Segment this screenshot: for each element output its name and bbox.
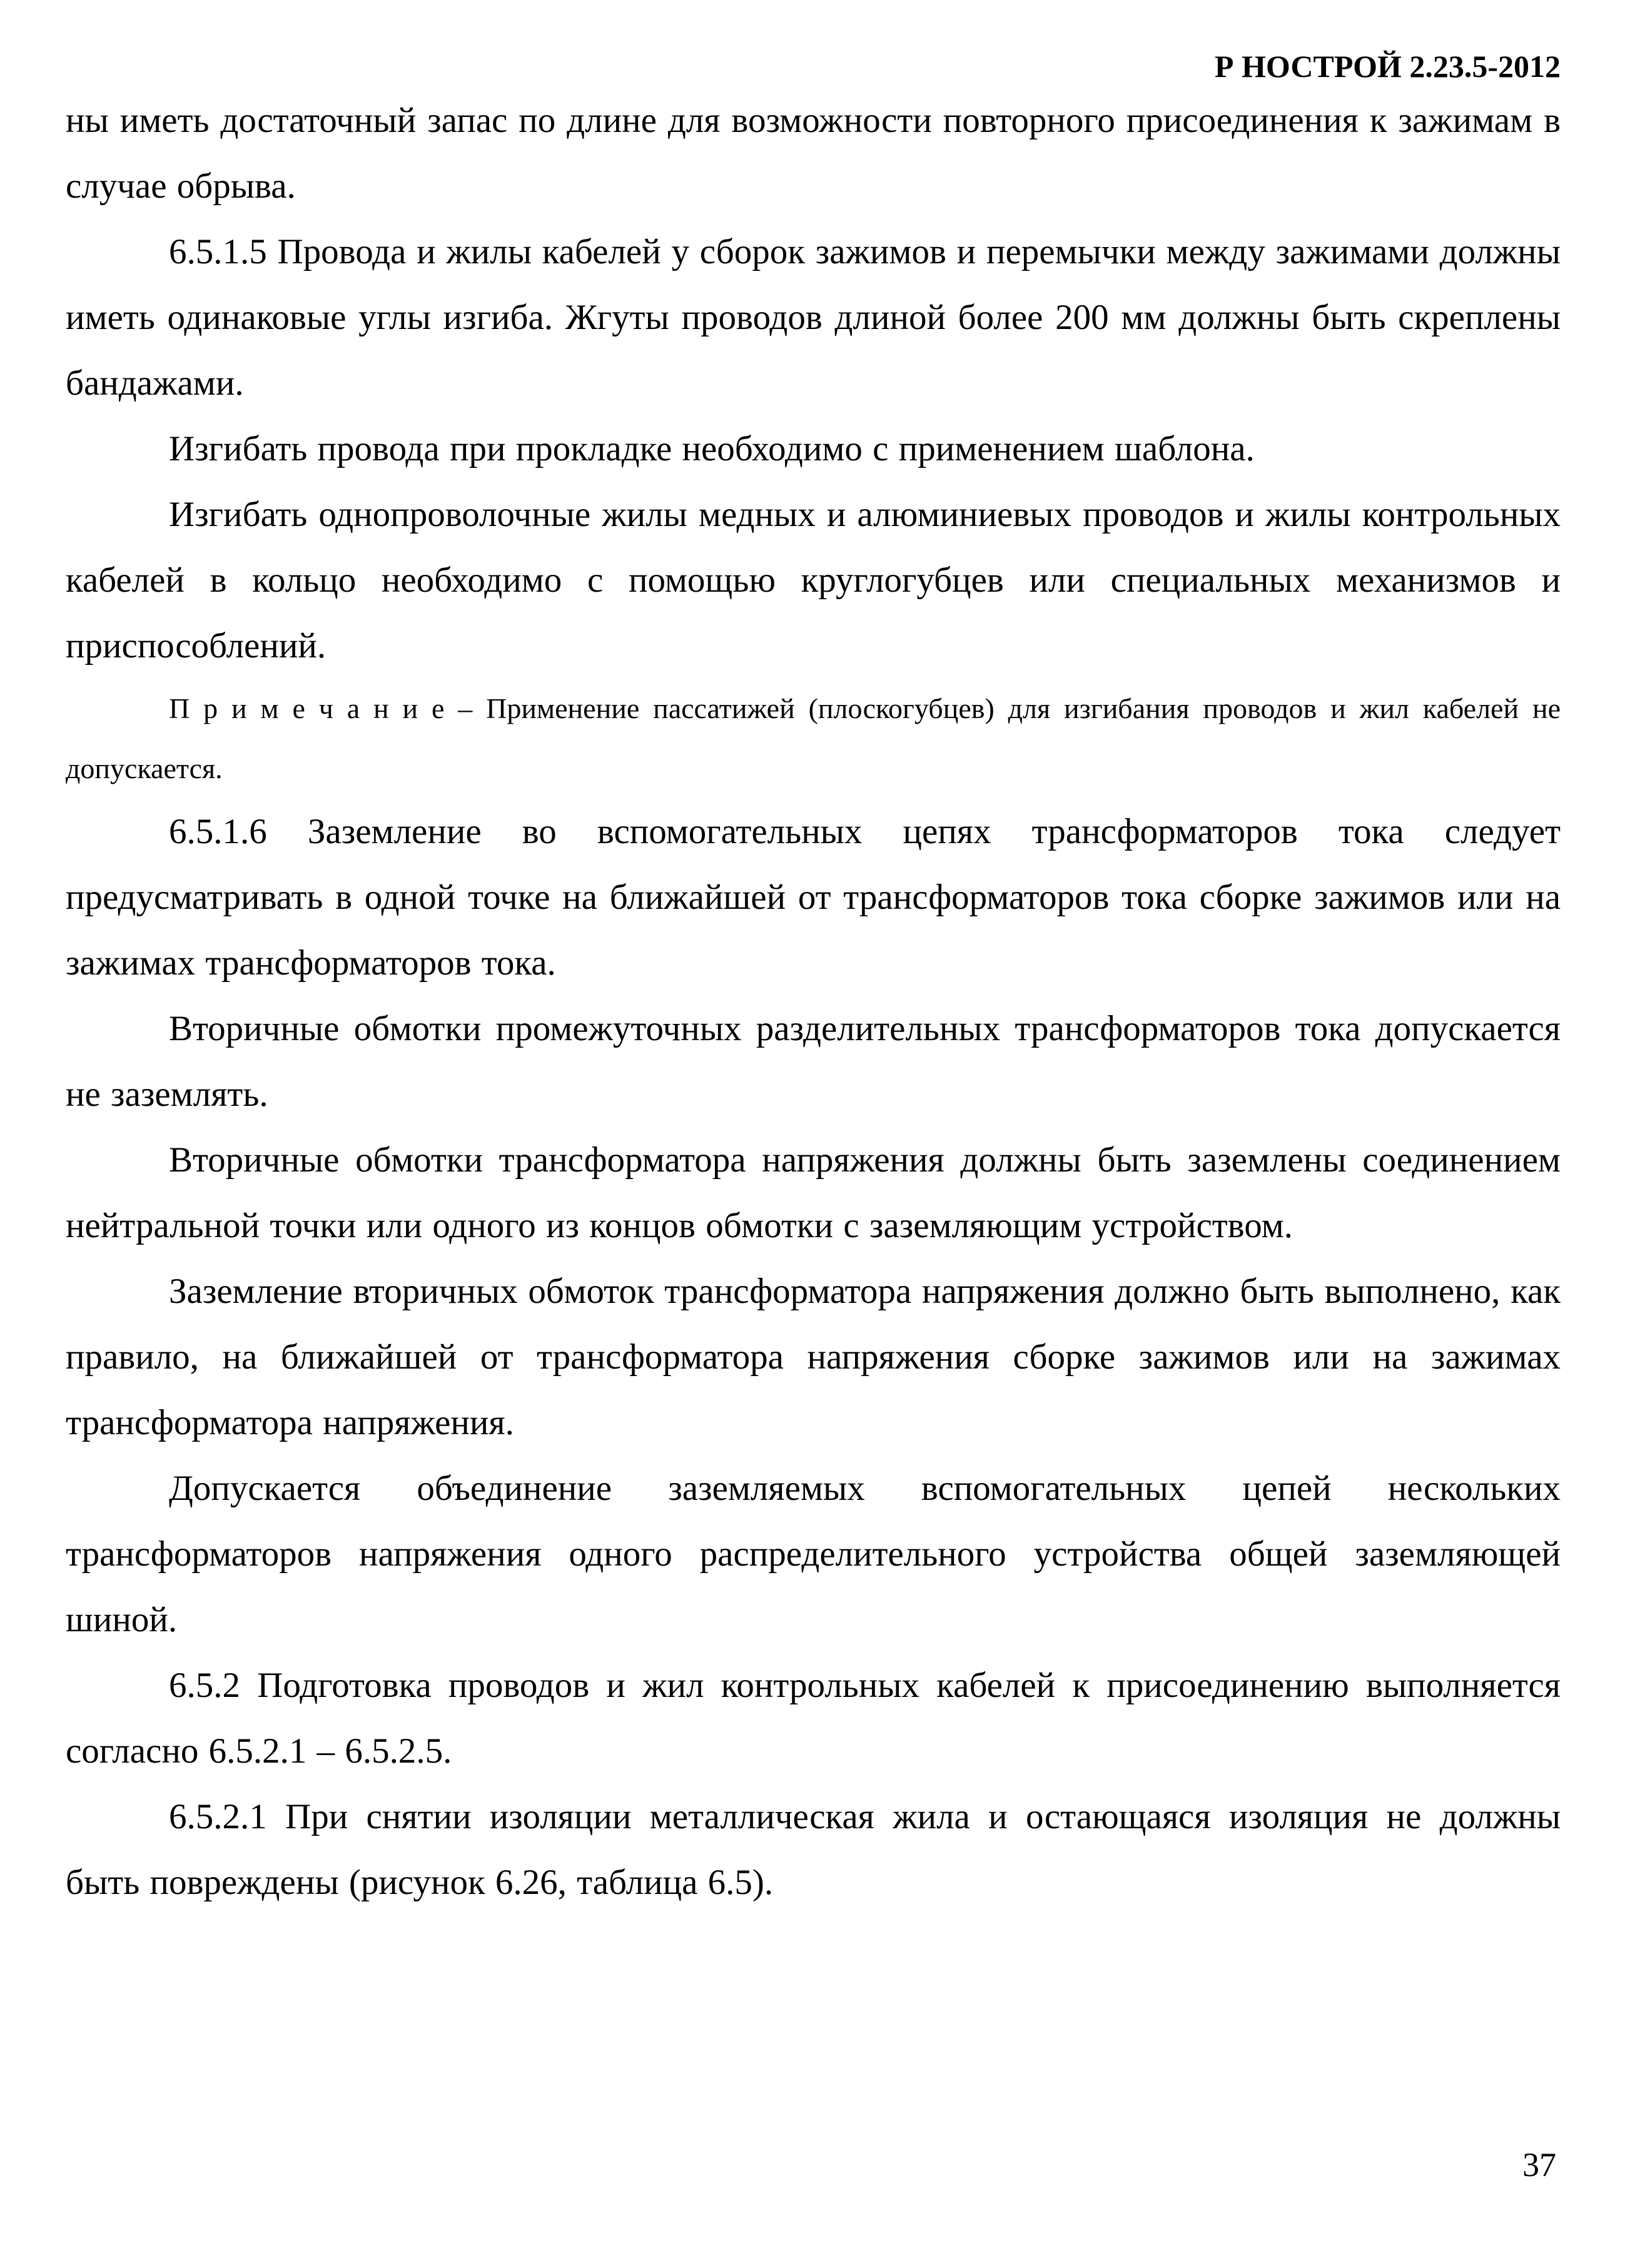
body-paragraph: 6.5.1.5 Провода и жилы кабелей у сборок зажимов и перемычки между зажимами должны иметь одинаковые углы изгиба. Жгуты проводов длиной более 200 мм должны быть скреплены бандажами.	[66, 232, 1561, 403]
body-paragraph: ны иметь достаточный запас по длине для возможности повторного присоединения к зажимам в случае обрыва.	[66, 101, 1561, 206]
note-paragraph: П р и м е ч а н и е – Применение пассатижей (плоскогубцев) для изгибания проводов и жил кабелей не допускается.	[66, 692, 1561, 784]
body-paragraph: Изгибать провода при прокладке необходимо с применением шаблона.	[169, 429, 1255, 468]
body-paragraph: Допускается объединение заземляемых вспомогательных цепей нескольких трансформаторов напряжения одного распределительного устройства общей заземляющей шиной.	[66, 1469, 1561, 1639]
document-code-header: Р НОСТРОЙ 2.23.5-2012	[1214, 49, 1561, 84]
body-paragraph: 6.5.1.6 Заземление во вспомогательных цепях трансформаторов тока следует предусматривать в одной точке на ближайшей от трансформаторов тока сборке зажимов или на зажимах трансформаторов тока.	[66, 812, 1561, 983]
page-number: 37	[1522, 2146, 1556, 2184]
body-paragraph: 6.5.2 Подготовка проводов и жил контрольных кабелей к присоединению выполняется согласно 6.5.2.1 – 6.5.2.5.	[66, 1666, 1561, 1771]
body-paragraph: Изгибать однопроволочные жилы медных и алюминиевых проводов и жилы контрольных кабелей в кольцо необходимо с помощью круглогубцев или специальных механизмов и приспособлений.	[66, 495, 1561, 666]
body-paragraph: Заземление вторичных обмоток трансформатора напряжения должно быть выполнено, как правило, на ближайшей от трансформатора напряжения сборке зажимов или на зажимах трансформатора напряжения.	[66, 1272, 1561, 1442]
document-body	[66, 88, 1561, 1915]
body-paragraph: Вторичные обмотки трансформатора напряжения должны быть заземлены соединением нейтральной точки или одного из концов обмотки с заземляющим устройством.	[66, 1140, 1561, 1245]
body-paragraph: Вторичные обмотки промежуточных разделительных трансформаторов тока допускается не заземлять.	[66, 1009, 1561, 1114]
body-paragraph: 6.5.2.1 При снятии изоляции металлическая жила и остающаяся изоляция не должны быть повреждены (рисунок 6.26, таблица 6.5).	[66, 1797, 1561, 1902]
